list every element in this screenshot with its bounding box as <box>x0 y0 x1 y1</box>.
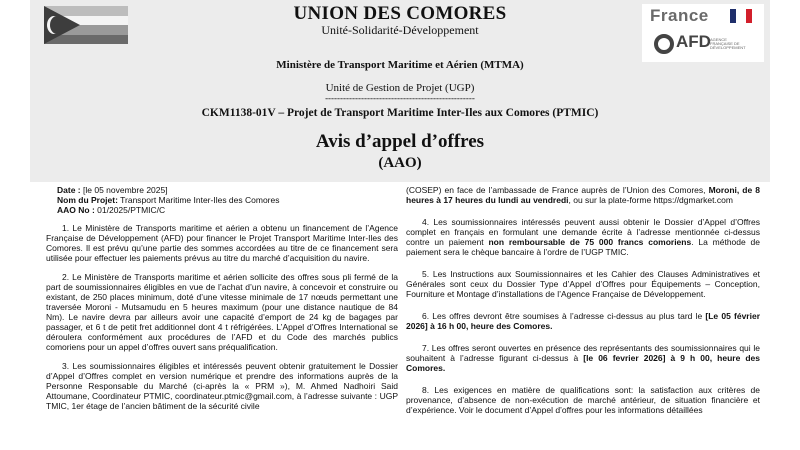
paragraph-1: 1. Le Ministère de Transports maritime et aérien a obtenu un financement de l’Agence Française de Développement (AFD) pour financer le Projet Transport Maritime Inter-Iles des Comores. Il est prévu qu’une partie des sommes accordées au titre de ce financement sera utilisée pour effectuer les paiements prévus au titre du marché d’acquisition du navire. <box>46 223 398 263</box>
date-line: Date : [le 05 novembre 2025] <box>57 185 168 195</box>
paragraph-4: 4. Les soumissionnaires intéressés peuvent aussi obtenir le Dossier d’Appel d’Offres complet en français en formulant une demande écrite à l’adresse mentionnée ci-dessus contre un paiement non remboursable de 75 000 francs comoriens. La méthode de paiement sera le chèque bancaire à l’ordre de l’UGP TMIC. <box>406 217 760 257</box>
france-logo: France <box>650 6 709 25</box>
country-title: UNION DES COMORES <box>293 3 507 24</box>
document-abbreviation: (AAO) <box>378 155 422 171</box>
notice-meta <box>57 185 398 215</box>
french-flag-icon <box>730 9 754 28</box>
right-column <box>406 185 760 427</box>
document-page <box>30 0 770 450</box>
paragraph-8: 8. Les exigences en matière de qualifications sont: la satisfaction aux critères de provenance, d’absence de non-exécution de marché antérieur, de situation financière et d’expérience. Voir le document d’Appel d’offres pour les informations détaillées <box>406 385 760 415</box>
project-title: CKM1138-01V – Projet de Transport Maritime Inter-Iles aux Comores (PTMIC) <box>201 107 599 119</box>
unit-name: Unité de Gestion de Projet (UGP) <box>325 82 475 94</box>
left-column <box>46 185 398 420</box>
national-motto: Unité-Solidarité-Développement <box>321 23 479 37</box>
document-title: Avis d’appel d’offres <box>315 131 485 152</box>
project-line: Nom du Projet: Transport Maritime Inter-Iles des Comores <box>57 195 280 205</box>
document-header <box>30 0 770 182</box>
afd-logo: AFD <box>676 32 711 51</box>
afd-ring-icon <box>654 34 674 54</box>
afd-logo-subtitle: AGENCE FRANÇAISE DE DÉVELOPPEMENT <box>710 37 746 50</box>
paragraph-7: 7. Les offres seront ouvertes en présence des représentants des soumissionnaires qui le souhaitent à l’adresse figurant ci-dessus à [le 06 fevrier 2026] à 9 h 00, heure des Comores. <box>406 343 760 373</box>
ministry-name: Ministère de Transport Maritime et Aérien (MTMA) <box>276 59 524 71</box>
paragraph-5: 5. Les Instructions aux Soumissionnaires et les Cahier des Clauses Administratives et Générales sont ceux du Dossier Type d’Appel d’Offres pour Équipements – Conception, Fourniture et Montage d’installations de l’Agence Française de Développement. <box>406 269 760 299</box>
aao-number-line: AAO No : 01/2025/PTMIC/C <box>57 205 166 215</box>
paragraph-3: 3. Les soumissionnaires éligibles et intéressés peuvent obtenir gratuitement le Dossier d’Appel d’Offres complet en version numérique et prendre des informations auprès de la Personne Responsable du Marché (ci-après la « PRM »), M. Ahmed Nadhoiri Said Attoumane, Coordinateur PTMIC, coordinateur.ptmic@gmail.com, à l’adresse suivante : UGP TMIC, 1er étage de l’ancien bâtiment de la sécurité civile <box>46 361 398 411</box>
paragraph-2: 2. Le Ministère de Transports maritime et aérien sollicite des offres sous pli fermé de la part de soumissionnaires éligibles en vue de l’achat d’un navire, à concevoir et construire ou existant, de 250 places minimum, doté d’une vitesse minimale de 17 nœuds permettant une traversée Moroni - Mutsamudu en 5 heures maximum (pour une distance nautique de 84 Nm). Le navire devra par ailleurs avoir une capacité d’emport de 24 kg de bagages par passager, et 6 t de petit fret additionnel dont 4 t réfrigérées. L’Appel d’Offres International se déroulera conformément aux procédures de l’AFD et du Code des marchés publics comoriens pour un appel d’offres ouvert sans préqualification. <box>46 272 398 352</box>
paragraph-6: 6. Les offres devront être soumises à l’adresse ci-dessus au plus tard le [Le 05 février 2026] à 16 h 00, heure des Comores. <box>406 311 761 331</box>
header-separator: -------------------------------------------------- <box>325 93 475 103</box>
partner-logos <box>642 4 764 62</box>
paragraph-3-continued: (COSEP) en face de l’ambassade de France auprès de l’Union des Comores, Moroni, de 8 heures à 17 heures du lundi au vendredi, ou sur la plate-forme https://dgmarket.com <box>406 185 760 205</box>
